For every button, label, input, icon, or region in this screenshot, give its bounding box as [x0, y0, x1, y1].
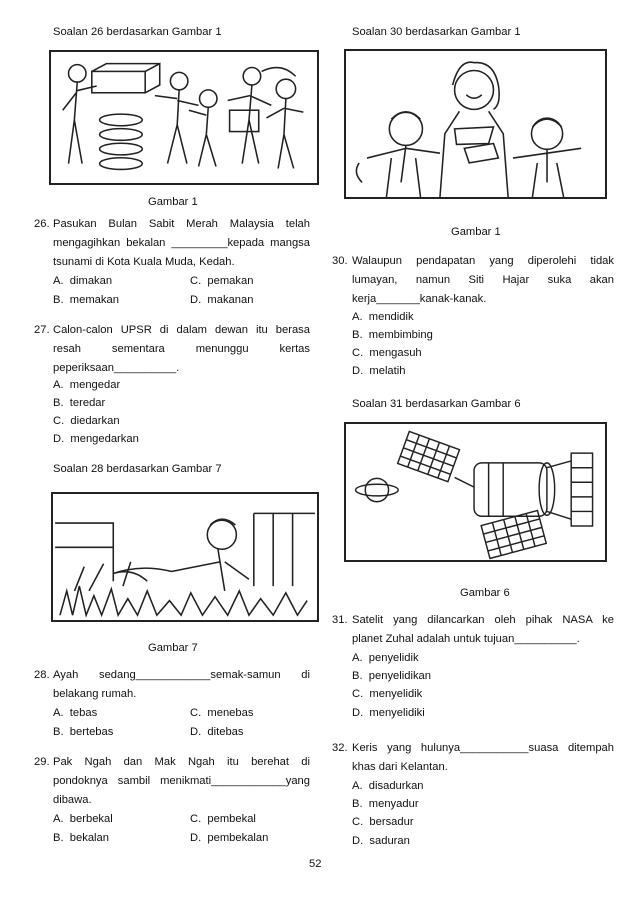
option-d[interactable] — [352, 363, 405, 380]
question-text-line: Pak Ngah dan Mak Ngah itu berehat di — [53, 756, 310, 768]
option-text: mengedar — [69, 379, 121, 391]
option-text: memakan — [69, 294, 119, 306]
question-text-line: planet Zuhal adalah untuk tujuan__________. — [352, 633, 580, 645]
option-text: pemakan — [207, 275, 254, 287]
option-text: tebas — [69, 707, 98, 719]
question-number: 32. — [332, 742, 348, 754]
option-a[interactable] — [53, 377, 120, 394]
question-text-line: Calon-calon UPSR di dalam dewan itu berasa — [53, 324, 310, 336]
question-text-line: Satelit yang dilancarkan oleh pihak NASA ke — [352, 614, 614, 626]
option-letter: A. — [53, 813, 64, 825]
option-letter: B. — [53, 832, 64, 844]
question-text-line: kerja_______kanak-kanak. — [352, 293, 487, 305]
illustration-man-cutting-grass — [51, 492, 319, 622]
option-text: penyelidikan — [368, 670, 431, 682]
option-letter: B. — [352, 670, 363, 682]
option-d[interactable] — [190, 292, 253, 309]
option-text: bekalan — [69, 832, 109, 844]
option-text: mendidik — [368, 311, 414, 323]
question-text-line: belakang rumah. — [53, 688, 137, 700]
option-letter: A. — [352, 311, 363, 323]
illustration-people-carrying-supplies — [49, 50, 319, 185]
illustration-woman-with-children — [344, 49, 607, 199]
sketch-father-cutting-weeds — [53, 494, 317, 620]
option-letter: B. — [352, 329, 363, 341]
option-text: saduran — [369, 835, 410, 847]
option-c[interactable] — [190, 705, 253, 722]
question-number: 29. — [34, 756, 50, 768]
option-letter: D. — [352, 707, 364, 719]
question-30 — [332, 253, 614, 381]
option-text: teredar — [69, 397, 106, 409]
question-number: 27. — [34, 324, 50, 336]
option-letter: D. — [190, 294, 202, 306]
option-text: pembekalan — [207, 832, 269, 844]
option-text: berbekal — [69, 813, 113, 825]
option-letter: B. — [53, 294, 64, 306]
option-text: bersadur — [369, 816, 414, 828]
option-b[interactable] — [53, 830, 109, 847]
sketch-satellite-and-planet — [346, 424, 605, 560]
option-letter: A. — [352, 780, 363, 792]
option-text: makanan — [207, 294, 254, 306]
question-text-line: dibawa. — [53, 794, 92, 806]
question-text-line: peperiksaan__________. — [53, 362, 180, 374]
option-a[interactable] — [352, 650, 419, 667]
option-letter: D. — [190, 832, 202, 844]
question-number: 28. — [34, 669, 50, 681]
sketch-caregiver-children — [346, 51, 605, 197]
option-text: bertebas — [69, 726, 114, 738]
question-text-line: resah sementara menunggu kertas — [53, 343, 310, 355]
option-b[interactable] — [53, 395, 105, 412]
option-letter: D. — [352, 835, 364, 847]
option-a[interactable] — [53, 811, 113, 828]
option-letter: C. — [190, 275, 202, 287]
option-text: dimakan — [69, 275, 113, 287]
option-letter: D. — [352, 365, 364, 377]
option-letter: A. — [352, 652, 363, 664]
question-26 — [34, 216, 310, 310]
option-letter: A. — [53, 379, 64, 391]
question-text-line: pondoknya sambil menikmati____________yang — [53, 775, 310, 787]
option-letter: B. — [53, 397, 64, 409]
option-text: melatih — [369, 365, 406, 377]
question-text-line: Pasukan Bulan Sabit Merah Malaysia telah — [53, 218, 310, 230]
option-text: menyelidiki — [369, 707, 425, 719]
option-a[interactable] — [352, 778, 424, 795]
question-number: 30. — [332, 255, 348, 267]
question-31 — [332, 612, 614, 724]
question-text-line: mengagihkan bekalan _________kepada mangsa — [53, 237, 310, 249]
option-d[interactable] — [190, 830, 268, 847]
option-d[interactable] — [53, 431, 139, 448]
section-heading: Soalan 28 berdasarkan Gambar 7 — [53, 463, 222, 475]
question-29 — [34, 754, 310, 848]
option-text: menyelidik — [369, 688, 423, 700]
page-number: 52 — [309, 858, 322, 870]
section-heading: Soalan 31 berdasarkan Gambar 6 — [352, 398, 521, 410]
question-32 — [332, 740, 614, 852]
option-a[interactable] — [53, 273, 112, 290]
option-text: ditebas — [207, 726, 244, 738]
option-letter: C. — [352, 688, 364, 700]
option-a[interactable] — [352, 309, 414, 326]
option-letter: A. — [53, 275, 64, 287]
option-letter: B. — [53, 726, 64, 738]
option-b[interactable] — [352, 796, 419, 813]
figure-caption: Gambar 6 — [460, 587, 510, 599]
option-c[interactable] — [352, 686, 422, 703]
figure-caption: Gambar 7 — [148, 642, 198, 654]
option-letter: D. — [190, 726, 202, 738]
option-c[interactable] — [352, 814, 414, 831]
option-letter: A. — [53, 707, 64, 719]
illustration-satellite — [344, 422, 607, 562]
option-text: menebas — [207, 707, 254, 719]
option-text: mengasuh — [369, 347, 422, 359]
option-letter: C. — [352, 347, 364, 359]
question-text-line: Ayah sedang____________semak-samun di — [53, 669, 310, 681]
option-c[interactable] — [190, 273, 253, 290]
option-b[interactable] — [53, 724, 113, 741]
figure-caption: Gambar 1 — [148, 196, 198, 208]
option-a[interactable] — [53, 705, 97, 722]
question-text-line: Keris yang hulunya___________suasa ditempah — [352, 742, 614, 754]
option-c[interactable] — [352, 345, 422, 362]
option-text: menyadur — [368, 798, 419, 810]
option-c[interactable] — [190, 811, 256, 828]
section-heading: Soalan 30 berdasarkan Gambar 1 — [352, 26, 521, 38]
question-number: 26. — [34, 218, 50, 230]
option-text: pembekal — [207, 813, 256, 825]
option-letter: C. — [53, 415, 65, 427]
question-text-line: Walaupun pendapatan yang diperolehi tidak — [352, 255, 614, 267]
option-b[interactable] — [352, 668, 431, 685]
option-letter: C. — [352, 816, 364, 828]
question-text-line: lumayan, namun Siti Hajar suka akan — [352, 274, 614, 286]
option-text: mengedarkan — [70, 433, 139, 445]
option-letter: C. — [190, 707, 202, 719]
option-text: penyelidik — [368, 652, 419, 664]
option-b[interactable] — [352, 327, 433, 344]
option-letter: C. — [190, 813, 202, 825]
section-heading: Soalan 26 berdasarkan Gambar 1 — [53, 26, 222, 38]
option-d[interactable] — [190, 724, 243, 741]
option-letter: D. — [53, 433, 65, 445]
option-d[interactable] — [352, 833, 410, 850]
question-text-line: tsunami di Kota Kuala Muda, Kedah. — [53, 256, 235, 268]
figure-caption: Gambar 1 — [451, 226, 501, 238]
option-b[interactable] — [53, 292, 119, 309]
option-letter: B. — [352, 798, 363, 810]
sketch-relief-workers — [51, 52, 317, 183]
option-text: diedarkan — [70, 415, 120, 427]
question-27 — [34, 322, 310, 450]
question-text-line: khas dari Kelantan. — [352, 761, 448, 773]
option-text: membimbing — [368, 329, 433, 341]
option-c[interactable] — [53, 413, 120, 430]
option-d[interactable] — [352, 705, 425, 722]
question-number: 31. — [332, 614, 348, 626]
option-text: disadurkan — [368, 780, 424, 792]
question-28 — [34, 667, 310, 741]
